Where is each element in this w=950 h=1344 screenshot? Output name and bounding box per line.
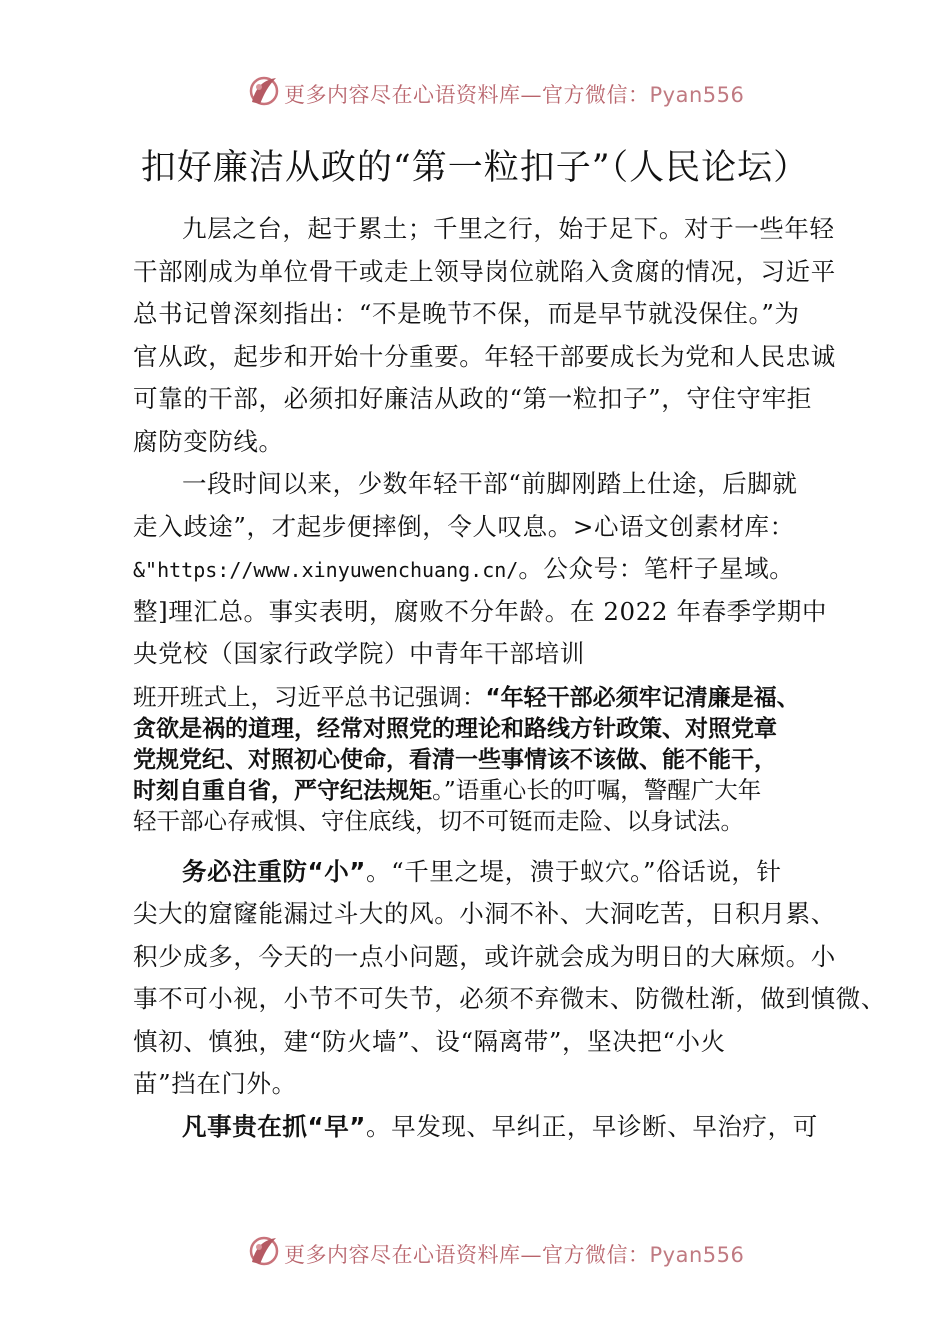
text-line: 可靠的干部，必须扣好廉洁从政的“第一粒扣子”，守住守牢拒 bbox=[133, 384, 812, 413]
text-line: 官从政，起步和开始十分重要。年轻干部要成长为党和人民忠诚 bbox=[133, 341, 836, 371]
section-heading: 凡事贵在抓“早” bbox=[182, 1111, 367, 1141]
text-line: 轻干部心存戒惧、守住底线，切不可铤而走险、以身试法。 bbox=[133, 806, 744, 835]
section-heading: 务必注重防“小” bbox=[182, 856, 367, 886]
text-line: 党规党纪、对照初心使命，看清一些事情该不该做、能不能干， bbox=[133, 746, 777, 773]
text-line: 贪欲是祸的道理，经常对照党的理论和路线方针政策、对照党章 bbox=[133, 715, 777, 742]
article-body bbox=[133, 208, 886, 1148]
text-line: 务必注重防“小”。“千里之堤，溃于蚁穴。”俗话说，针 bbox=[182, 856, 782, 886]
text-line: 整]理汇总。事实表明，腐败不分年龄。在 2022 年春季学期中 bbox=[133, 596, 828, 626]
text-line: 积少成多，今天的一点小问题，或许就会成为明日的大麻烦。小 bbox=[133, 941, 836, 971]
banner-text: 更多内容尽在心语资料库—官方微信：Pyan556 bbox=[284, 1243, 745, 1267]
paragraph-2 bbox=[133, 463, 873, 676]
paragraph-3 bbox=[133, 682, 873, 837]
text-line: 班开班式上，习近平总书记强调：“年轻干部必须牢记清廉是福、 bbox=[133, 682, 800, 711]
text-line: 腐防变防线。 bbox=[133, 426, 284, 456]
quote-bold: “年轻干部必须牢记清廉是福、 bbox=[485, 684, 800, 711]
paragraph-5 bbox=[133, 1106, 873, 1149]
text-line: 九层之台，起于累土；千里之行，始于足下。对于一些年轻 bbox=[182, 214, 835, 243]
source-url: &"https://www.xinyuwenchuang.cn/ bbox=[133, 558, 519, 582]
logo-icon bbox=[246, 1232, 280, 1270]
text-line: 尖大的窟窿能漏过斗大的风。小洞不补、大洞吃苦，日积月累、 bbox=[133, 899, 836, 928]
header-banner bbox=[0, 72, 950, 112]
article-title: 扣好廉洁从政的“第一粒扣子”（人民论坛） bbox=[140, 148, 810, 188]
text-line: 干部刚成为单位骨干或走上领导岗位就陷入贪腐的情况，习近平 bbox=[133, 256, 836, 286]
text-line: 慎初、慎独，建“防火墙”、设“隔离带”，坚决把“小火 bbox=[133, 1026, 726, 1056]
text-line: &"https://www.xinyuwenchuang.cn/。公众号：笔杆子星域。 bbox=[133, 554, 795, 583]
paragraph-4 bbox=[133, 851, 886, 1106]
footer-banner bbox=[0, 1232, 950, 1272]
text-line: 一段时间以来，少数年轻干部“前脚刚踏上仕途，后脚就 bbox=[182, 469, 798, 498]
text-line: 总书记曾深刻指出：“不是晚节不保，而是早节就没保住。”为 bbox=[133, 299, 800, 328]
text-line: 事不可小视，小节不可失节，必须不弃微末、防微杜渐，做到慎微、 bbox=[133, 984, 886, 1013]
text-line: 央党校（国家行政学院）中青年干部培训 bbox=[133, 639, 585, 668]
text-line: 时刻自重自省，严守纪法规矩。”语重心长的叮嘱，警醒广大年 bbox=[133, 775, 762, 804]
text-line: 苗”挡在门外。 bbox=[133, 1069, 297, 1098]
logo-icon bbox=[246, 72, 280, 110]
text-line: 走入歧途”，才起步便摔倒，令人叹息。>心语文创素材库： bbox=[133, 511, 795, 541]
banner-text: 更多内容尽在心语资料库—官方微信：Pyan556 bbox=[284, 83, 745, 107]
paragraph-1 bbox=[133, 208, 873, 463]
text-line: 凡事贵在抓“早”。早发现、早纠正，早诊断、早治疗，可 bbox=[182, 1111, 818, 1141]
